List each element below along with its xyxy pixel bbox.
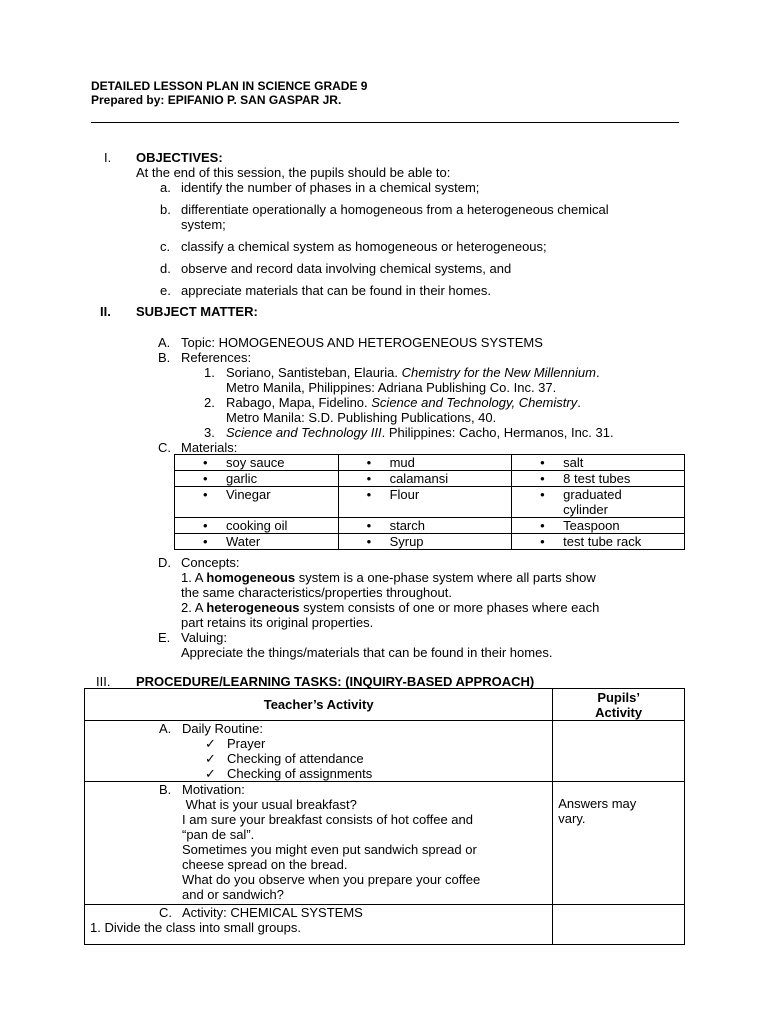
- table-cell: [175, 455, 339, 471]
- objective-item: differentiate operationally a homogeneous from a heterogeneous chemical: [181, 202, 609, 217]
- objective-letter: d.: [160, 261, 171, 276]
- table-cell: [175, 518, 339, 534]
- table-cell: [338, 455, 512, 471]
- objective-item: observe and record data involving chemical systems, and: [181, 261, 512, 276]
- table-cell: [338, 518, 512, 534]
- document-title: DETAILED LESSON PLAN IN SCIENCE GRADE 9: [91, 79, 368, 93]
- pupils-answer-continued: vary.: [558, 811, 586, 826]
- prepared-by: Prepared by: EPIFANIO P. SAN GASPAR JR.: [91, 93, 342, 107]
- table-cell: [338, 487, 512, 518]
- material-item: • cooking oil: [175, 518, 338, 533]
- reference-number: 2.: [204, 395, 215, 410]
- table-row: [85, 689, 685, 721]
- table-row: [175, 534, 685, 550]
- table-row: [85, 905, 685, 945]
- reference-entry: Science and Technology III. Philippines: Cacho, Hermanos, Inc. 31.: [226, 425, 614, 440]
- reference-number: 1.: [204, 365, 215, 380]
- topic-text: Topic: HOMOGENEOUS AND HETEROGENEOUS SYSTEMS: [181, 335, 543, 350]
- table-row: [175, 518, 685, 534]
- motivation-line: “pan de sal”.: [182, 827, 255, 842]
- material-item: • 8 test tubes: [512, 471, 684, 486]
- section-numeral-objectives: I.: [104, 150, 112, 165]
- references-letter: B.: [158, 350, 171, 365]
- table-row: [85, 782, 685, 905]
- table-cell: [512, 534, 685, 550]
- motivation-line: cheese spread on the bread.: [182, 857, 348, 872]
- table-cell: [175, 487, 339, 518]
- concept-homogeneous-continued: the same characteristics/properties throughout.: [181, 585, 452, 600]
- concepts-label: Concepts:: [181, 555, 240, 570]
- motivation-line: I am sure your breakfast consists of hot coffee and: [182, 812, 473, 827]
- daily-routine-letter: A.: [159, 721, 172, 736]
- motivation-letter: B.: [159, 782, 172, 797]
- motivation-line: and or sandwich?: [182, 887, 284, 902]
- material-item: • garlic: [175, 471, 338, 486]
- motivation-line: What do you observe when you prepare your coffee: [182, 872, 481, 887]
- table-cell: [175, 534, 339, 550]
- table-row: [85, 721, 685, 782]
- material-item: • salt: [512, 455, 684, 470]
- table-cell: [512, 455, 685, 471]
- section-numeral-subject: II.: [100, 304, 111, 319]
- table-cell: [512, 487, 685, 518]
- concept-heterogeneous-continued: part retains its original properties.: [181, 615, 374, 630]
- valuing-label: Valuing:: [181, 630, 228, 645]
- pupils-activity-cell: [553, 782, 685, 905]
- valuing-text: Appreciate the things/materials that can be found in their homes.: [181, 645, 553, 660]
- material-item: • Water: [175, 534, 338, 549]
- material-item: • Syrup: [339, 534, 512, 549]
- procedure-table: [84, 688, 685, 945]
- reference-number: 3.: [204, 425, 215, 440]
- subject-heading: SUBJECT MATTER:: [136, 304, 258, 319]
- routine-item: ✓ Checking of assignments: [227, 766, 552, 781]
- objective-letter: e.: [160, 283, 171, 298]
- activity-label: Activity: CHEMICAL SYSTEMS: [182, 905, 363, 920]
- material-item: • soy sauce: [175, 455, 338, 470]
- reference-entry: Rabago, Mapa, Fidelino. Science and Technology, Chemistry.: [226, 395, 581, 410]
- references-label: References:: [181, 350, 252, 365]
- topic-letter: A.: [158, 335, 171, 350]
- material-item: • mud: [339, 455, 512, 470]
- material-item: • starch: [339, 518, 512, 533]
- routine-item: ✓ Checking of attendance: [227, 751, 552, 766]
- objective-letter: c.: [160, 239, 171, 254]
- routine-item: ✓ Prayer: [227, 736, 552, 751]
- objective-letter: a.: [160, 180, 171, 195]
- concepts-letter: D.: [158, 555, 171, 570]
- reference-entry-continued: Metro Manila, Philippines: Adriana Publishing Co. Inc. 37.: [226, 380, 557, 395]
- table-cell: [338, 471, 512, 487]
- objective-item-continued: system;: [181, 217, 226, 232]
- materials-letter: C.: [158, 440, 171, 455]
- daily-routine-label: Daily Routine:: [182, 721, 263, 736]
- motivation-line: Sometimes you might even put sandwich spread or: [182, 842, 477, 857]
- material-item: • Vinegar: [175, 487, 338, 502]
- objectives-intro: At the end of this session, the pupils should be able to:: [136, 165, 451, 180]
- objectives-heading: OBJECTIVES:: [136, 150, 223, 165]
- material-item: • Flour: [339, 487, 512, 502]
- column-header-teacher: Teacher’s Activity: [85, 689, 553, 721]
- motivation-line: What is your usual breakfast?: [182, 797, 357, 812]
- material-item: • graduated cylinder: [512, 487, 653, 517]
- section-numeral-procedure: III.: [96, 674, 111, 689]
- objective-item: identify the number of phases in a chemical system;: [181, 180, 480, 195]
- objective-letter: b.: [160, 202, 171, 217]
- reference-entry-continued: Metro Manila: S.D. Publishing Publications, 40.: [226, 410, 497, 425]
- table-row: [175, 487, 685, 518]
- column-header-pupils: Pupils’ Activity: [553, 689, 685, 721]
- table-cell: [338, 534, 512, 550]
- table-row: [175, 471, 685, 487]
- motivation-label: Motivation:: [182, 782, 245, 797]
- daily-routine-cell: [85, 721, 553, 782]
- objective-item: classify a chemical system as homogeneous or heterogeneous;: [181, 239, 547, 254]
- material-item: • Teaspoon: [512, 518, 684, 533]
- material-item: • test tube rack: [512, 534, 684, 549]
- pupils-activity-cell: [553, 721, 685, 782]
- table-cell: [512, 518, 685, 534]
- concept-heterogeneous: 2. A heterogeneous system consists of one or more phases where each: [181, 600, 600, 615]
- pupils-activity-cell: [553, 905, 685, 945]
- pupils-answer: Answers may: [558, 796, 637, 811]
- motivation-cell: [85, 782, 553, 905]
- header-divider: [91, 122, 679, 123]
- objective-item: appreciate materials that can be found in their homes.: [181, 283, 492, 298]
- activity-cell: [85, 905, 553, 945]
- table-cell: [512, 471, 685, 487]
- procedure-heading: PROCEDURE/LEARNING TASKS: (INQUIRY-BASED APPROACH): [136, 674, 535, 689]
- activity-letter: C.: [159, 905, 172, 920]
- materials-table: [174, 454, 685, 550]
- valuing-letter: E.: [158, 630, 171, 645]
- table-row: [175, 455, 685, 471]
- material-item: • calamansi: [339, 471, 512, 486]
- reference-entry: Soriano, Santisteban, Elauria. Chemistry for the New Millennium.: [226, 365, 600, 380]
- materials-label: Materials:: [181, 440, 238, 455]
- concept-homogeneous: 1. A homogeneous system is a one-phase system where all parts show: [181, 570, 596, 585]
- activity-step: 1. Divide the class into small groups.: [90, 920, 301, 935]
- table-cell: [175, 471, 339, 487]
